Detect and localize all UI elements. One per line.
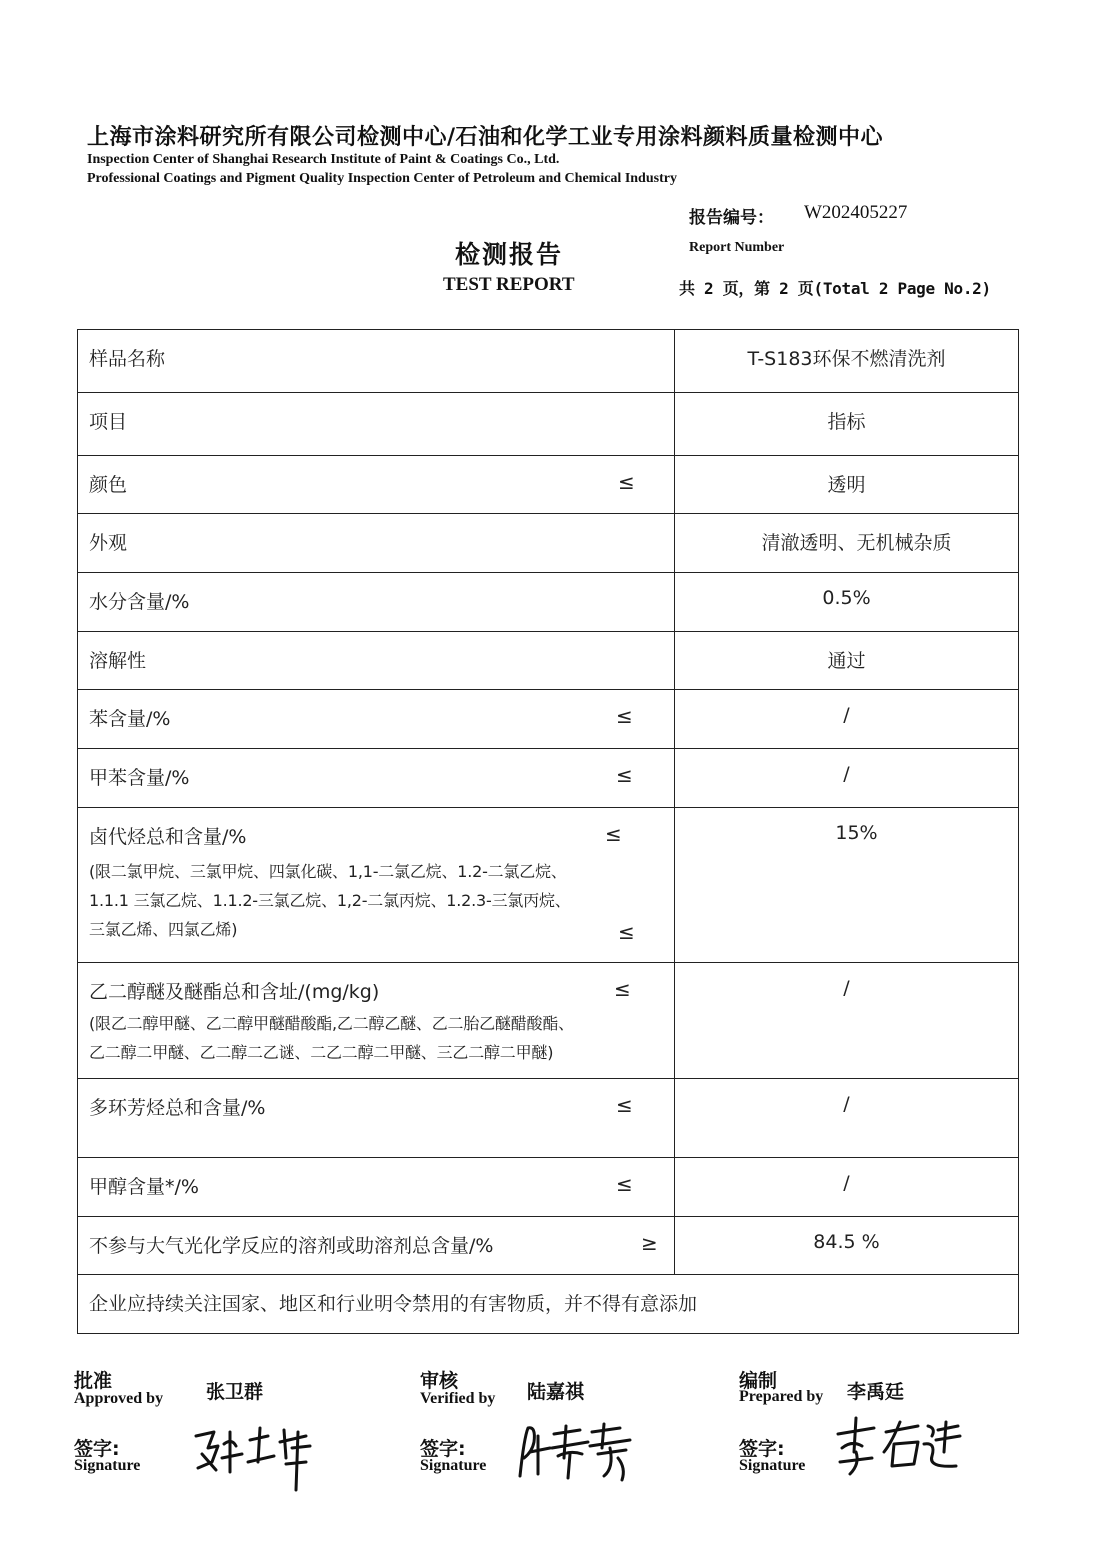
table-row bbox=[78, 963, 1019, 1079]
page-info: 共 2 页，第 2 页(Total 2 Page No.2) bbox=[679, 279, 991, 298]
item-label: 样品名称 bbox=[89, 348, 166, 370]
table-row bbox=[78, 632, 1019, 690]
approved-label-cn: 批准 bbox=[74, 1370, 113, 1392]
value-text: / bbox=[843, 1172, 850, 1194]
note-line: (限二氯甲烷、三氯甲烷、四氯化碳、1,1-二氯乙烷、1.2-二氯乙烷、 bbox=[89, 862, 567, 881]
prepared-signature-label-en: Signature bbox=[739, 1457, 806, 1474]
verified-label-cn: 审核 bbox=[420, 1370, 459, 1392]
report-number-label: 报告编号： bbox=[689, 208, 774, 228]
operator: ≤ bbox=[616, 763, 633, 787]
item-label: 甲苯含量/% bbox=[89, 767, 190, 789]
value-text: 透明 bbox=[827, 474, 866, 496]
prepared-name: 李禹廷 bbox=[847, 1381, 905, 1403]
item-label: 颜色 bbox=[89, 474, 128, 496]
item-label: 溶解性 bbox=[89, 650, 147, 672]
operator: ≤ bbox=[605, 822, 622, 846]
value-cell bbox=[675, 514, 1019, 573]
value-text: / bbox=[843, 977, 850, 999]
prepared-signature-label-cn: 签字: bbox=[739, 1438, 785, 1460]
item-cell bbox=[78, 456, 675, 514]
report-number: W202405227 bbox=[804, 202, 908, 223]
item-label: 甲醇含量*/% bbox=[89, 1176, 199, 1198]
table-row bbox=[78, 1275, 1019, 1334]
item-cell bbox=[78, 749, 675, 808]
verified-signature-label-en: Signature bbox=[420, 1457, 487, 1474]
item-label: 多环芳烃总和含量/% bbox=[89, 1097, 266, 1119]
value-cell bbox=[675, 330, 1019, 393]
item-note bbox=[89, 1009, 674, 1067]
prepared-signature-image bbox=[832, 1412, 967, 1482]
verified-name: 陆嘉祺 bbox=[527, 1381, 585, 1403]
operator: ≥ bbox=[641, 1231, 658, 1255]
item-cell bbox=[78, 330, 675, 393]
operator: ≤ bbox=[616, 1093, 633, 1117]
operator: ≤ bbox=[618, 470, 635, 494]
operator: ≤ bbox=[614, 977, 631, 1001]
value-cell bbox=[675, 456, 1019, 514]
table-row bbox=[78, 690, 1019, 749]
footer-note: 企业应持续关注国家、地区和行业明令禁用的有害物质，并不得有意添加 bbox=[89, 1293, 698, 1315]
note-line: 乙二醇二甲醚、乙二醇二乙谜、二乙二醇二甲醚、三乙二醇二甲醚) bbox=[89, 1043, 554, 1062]
approved-signature-image bbox=[188, 1418, 318, 1498]
value-text: 84.5 % bbox=[813, 1231, 880, 1253]
table-row bbox=[78, 1217, 1019, 1275]
footer-note-cell bbox=[78, 1275, 1019, 1334]
value-text: / bbox=[843, 763, 850, 785]
value-text: / bbox=[843, 1093, 850, 1115]
value-cell bbox=[675, 573, 1019, 632]
value-text: / bbox=[843, 704, 850, 726]
note-line: 1.1.1 三氯乙烷、1.1.2-三氯乙烷、1,2-二氯丙烷、1.2.3-三氯丙烷、 bbox=[89, 891, 571, 910]
item-cell bbox=[78, 632, 675, 690]
note-line: 三氯乙烯、四氯乙烯) bbox=[89, 920, 238, 939]
table-row bbox=[78, 1158, 1019, 1217]
results-table bbox=[77, 329, 1019, 1334]
item-label: 外观 bbox=[89, 532, 128, 554]
org-name-en-1: Inspection Center of Shanghai Research Institute of Paint & Coatings Co., Ltd. bbox=[87, 152, 560, 167]
item-label: 苯含量/% bbox=[89, 708, 171, 730]
item-cell bbox=[78, 514, 675, 573]
operator: ≤ bbox=[616, 1172, 633, 1196]
item-cell bbox=[78, 963, 675, 1079]
value-text: 清澈透明、无机械杂质 bbox=[761, 532, 952, 554]
table-row bbox=[78, 330, 1019, 393]
table-row bbox=[78, 808, 1019, 963]
table-row bbox=[78, 393, 1019, 456]
report-title-cn: 检测报告 bbox=[455, 240, 564, 269]
approved-label-en: Approved by bbox=[74, 1390, 164, 1407]
value-cell bbox=[675, 963, 1019, 1079]
approved-signature-label-en: Signature bbox=[74, 1457, 141, 1474]
report-title-en: TEST REPORT bbox=[443, 274, 575, 295]
item-label: 卤代烃总和含量/% bbox=[89, 826, 247, 848]
item-cell bbox=[78, 808, 675, 963]
value-cell bbox=[675, 1079, 1019, 1158]
org-name-cn: 上海市涂料研究所有限公司检测中心/石油和化学工业专用涂料颜料质量检测中心 bbox=[87, 125, 884, 150]
table-row bbox=[78, 573, 1019, 632]
value-cell bbox=[675, 749, 1019, 808]
item-label: 水分含量/% bbox=[89, 591, 190, 613]
value-cell bbox=[675, 393, 1019, 456]
item-label: 乙二醇醚及醚酯总和含址/(mg/kg) bbox=[89, 981, 380, 1003]
value-cell bbox=[675, 808, 1019, 963]
item-cell bbox=[78, 1217, 675, 1275]
table-row bbox=[78, 749, 1019, 808]
value-text: 0.5% bbox=[822, 587, 871, 609]
item-note bbox=[89, 857, 674, 944]
prepared-label-cn: 编制 bbox=[739, 1370, 778, 1392]
approved-name: 张卫群 bbox=[206, 1381, 264, 1403]
note-operator: ≤ bbox=[618, 920, 635, 944]
value-cell bbox=[675, 1158, 1019, 1217]
org-name-en-2: Professional Coatings and Pigment Quality Inspection Center of Petroleum and Chemical Industry bbox=[87, 171, 677, 186]
report-number-en: Report Number bbox=[689, 240, 785, 255]
value-cell bbox=[675, 690, 1019, 749]
table-row bbox=[78, 456, 1019, 514]
approved-signature-label-cn: 签字: bbox=[74, 1438, 120, 1460]
value-text: T-S183环保不燃清洗剂 bbox=[747, 348, 946, 370]
verified-signature-image bbox=[510, 1418, 640, 1488]
item-cell bbox=[78, 573, 675, 632]
prepared-label-en: Prepared by bbox=[739, 1388, 824, 1405]
verified-label-en: Verified by bbox=[420, 1390, 496, 1407]
item-label: 项目 bbox=[89, 411, 128, 433]
value-text: 15% bbox=[835, 822, 878, 844]
item-cell bbox=[78, 1158, 675, 1217]
verified-signature-label-cn: 签字: bbox=[420, 1438, 466, 1460]
item-label: 不参与大气光化学反应的溶剂或助溶剂总含量/% bbox=[89, 1235, 494, 1257]
table-row bbox=[78, 514, 1019, 573]
value-text: 指标 bbox=[827, 411, 866, 433]
item-cell bbox=[78, 1079, 675, 1158]
item-cell bbox=[78, 393, 675, 456]
note-line: (限乙二醇甲醚、乙二醇甲醚醋酸酯,乙二醇乙醚、乙二胎乙醚醋酸酯、 bbox=[89, 1014, 574, 1033]
table-row bbox=[78, 1079, 1019, 1158]
operator: ≤ bbox=[616, 704, 633, 728]
item-cell bbox=[78, 690, 675, 749]
value-text: 通过 bbox=[827, 650, 866, 672]
value-cell bbox=[675, 632, 1019, 690]
value-cell bbox=[675, 1217, 1019, 1275]
